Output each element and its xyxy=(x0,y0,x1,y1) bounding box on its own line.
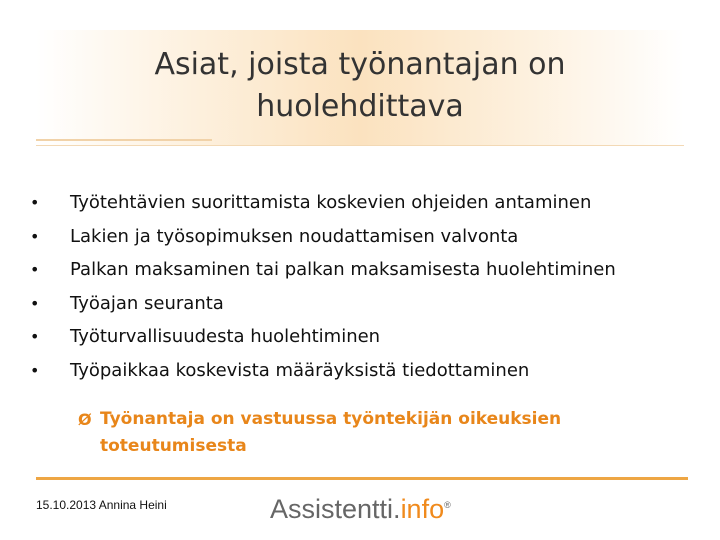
bullet-item xyxy=(28,186,616,220)
bullet-dot-icon: • xyxy=(30,193,40,212)
bullet-item xyxy=(28,320,616,354)
logo-accent-text: info xyxy=(400,494,445,524)
bullet-text: Palkan maksaminen tai palkan maksamisesta huolehtiminen xyxy=(70,259,616,280)
slide-title xyxy=(36,44,684,128)
bullet-text: Työpaikkaa koskevista määräyksistä tiedottaminen xyxy=(70,359,530,381)
slide-title-line-1: Asiat, joista työnantajan on xyxy=(154,47,566,82)
bullet-text: Työajan seuranta xyxy=(70,292,224,314)
registered-mark-icon: ® xyxy=(444,500,451,510)
note-line-2: toteutumisesta xyxy=(100,436,247,456)
bullet-item xyxy=(28,220,616,254)
note-line-1: Työnantaja on vastuussa työntekijän oikeuksien xyxy=(100,409,562,429)
logo-dot-text: . xyxy=(393,494,401,524)
bullet-dot-icon: • xyxy=(30,260,40,279)
bullet-dot-icon: • xyxy=(30,360,40,380)
bullet-text: Työtehtävien suorittamista koskevien ohjeiden antaminen xyxy=(70,192,592,213)
slide-title-line-2: huolehdittava xyxy=(256,89,464,124)
bullet-list xyxy=(28,186,616,387)
bullet-dot-icon: • xyxy=(30,293,40,313)
assistentti-logo xyxy=(270,488,451,526)
bullet-text: Työturvallisuudesta huolehtiminen xyxy=(70,326,381,347)
bullet-text: Lakien ja työsopimuksen noudattamisen valvonta xyxy=(70,225,519,247)
bullet-item xyxy=(28,354,616,388)
arrow-bullet-icon: Ø xyxy=(78,410,92,429)
bullet-dot-icon: • xyxy=(30,327,40,346)
title-underline xyxy=(36,139,212,141)
bullet-dot-icon: • xyxy=(30,226,40,246)
footer-date-author: 15.10.2013 Annina Heini xyxy=(36,498,167,512)
bullet-item xyxy=(28,287,616,321)
logo-main-text: Assistentti xyxy=(270,494,394,524)
highlight-note xyxy=(78,406,638,460)
footer-divider xyxy=(36,477,688,480)
bullet-item xyxy=(28,253,616,287)
